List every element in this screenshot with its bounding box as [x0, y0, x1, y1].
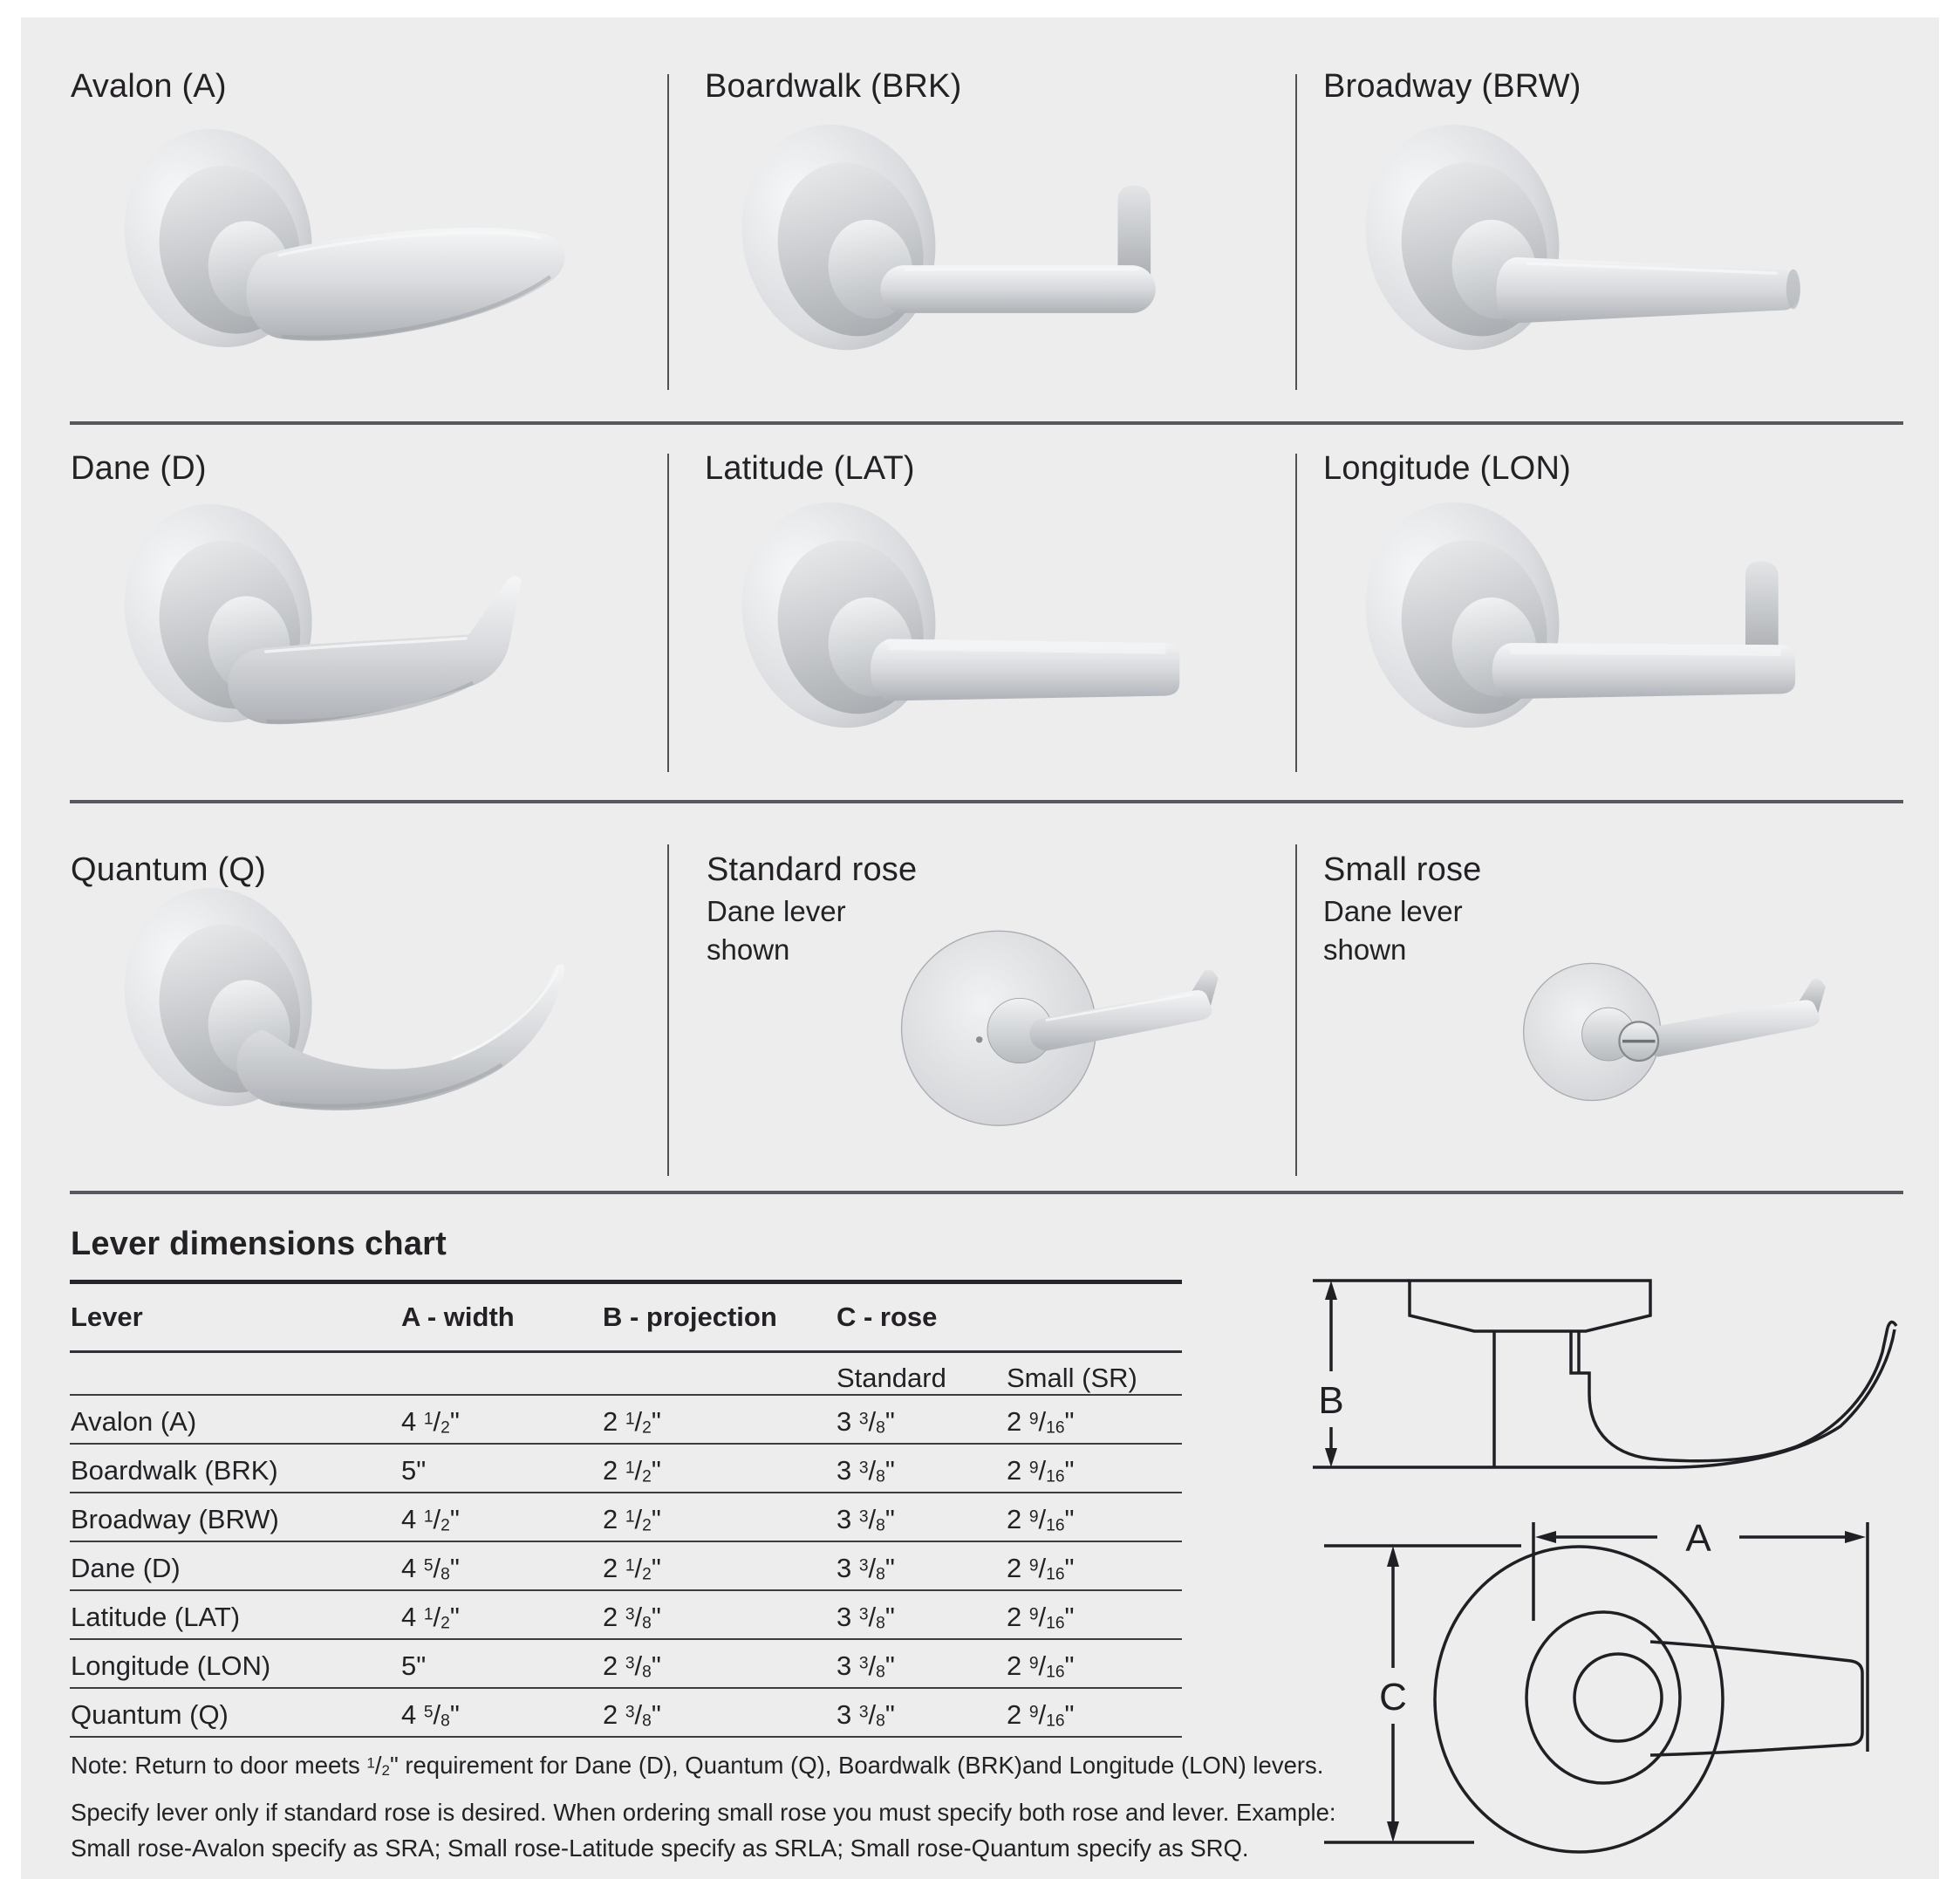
cell-title-broadway: Broadway (BRW): [1323, 68, 1581, 105]
width-rose-diagram: [1324, 1517, 1868, 1852]
table-cell: 2 $^1/_2$": [603, 1504, 661, 1535]
table-cell: 2 $^9/_{16}$": [1007, 1504, 1075, 1535]
projection-diagram: [1313, 1281, 1896, 1467]
column-divider: [1295, 454, 1297, 772]
latitude-lever-image: [689, 475, 1247, 775]
small-rose-image: [1448, 907, 1884, 1141]
table-cell: 2 $^1/_2$": [603, 1406, 661, 1438]
table-row-lever: Latitude (LAT): [71, 1602, 241, 1632]
dimension-diagrams: [1308, 1247, 1960, 1879]
table-cell: 4 $^5/_8$": [401, 1699, 460, 1731]
table-cell: 2 $^3/_8$": [603, 1699, 661, 1731]
footnote-line: Specify lever only if standard rose is desired. When ordering small rose you must specify both rose and lever. Example:: [71, 1799, 1336, 1826]
cell-subtitle: shown: [707, 933, 790, 966]
table-cell: 2 $^3/_8$": [603, 1650, 661, 1682]
table-cell: 4 $^1/_2$": [401, 1602, 460, 1633]
table-rule: [70, 1350, 1182, 1353]
table-cell: 5": [401, 1650, 427, 1681]
cell-subtitle: Dane lever: [707, 895, 846, 927]
cell-subtitle: Dane lever: [1323, 895, 1463, 927]
table-cell: 3 $^3/_8$": [837, 1504, 895, 1535]
row-separator: [70, 421, 1903, 425]
longitude-lever-image: [1313, 475, 1871, 775]
avalon-lever-image: [73, 103, 614, 393]
cell-title-boardwalk: Boardwalk (BRK): [705, 68, 962, 105]
table-row-lever: Dane (D): [71, 1553, 181, 1583]
table-cell: 4 $^1/_2$": [401, 1504, 460, 1535]
table-row-lever: Longitude (LON): [71, 1650, 271, 1681]
cell-title-quantum: Quantum (Q): [71, 851, 266, 888]
quantum-lever-image: [73, 862, 614, 1151]
dims-chart-title: Lever dimensions chart: [71, 1226, 447, 1262]
table-bottom-rule: [70, 1736, 1182, 1738]
dim-a-label: A: [1685, 1517, 1711, 1560]
cell-subtitle: shown: [1323, 933, 1407, 966]
row-separator: [70, 800, 1903, 803]
column-divider: [1295, 74, 1297, 390]
table-rule: [70, 1492, 1182, 1493]
column-divider: [667, 74, 669, 390]
col-header-c-rose: C - rose: [837, 1302, 938, 1332]
table-rule: [70, 1687, 1182, 1689]
column-divider: [667, 454, 669, 772]
row-separator: [70, 1191, 1903, 1194]
column-divider: [1295, 844, 1297, 1176]
cell-title-latitude: Latitude (LAT): [705, 450, 915, 487]
cell-title-standard-rose: Standard rose: [707, 851, 918, 888]
table-cell: 2 $^9/_{16}$": [1007, 1699, 1075, 1731]
table-cell: 2 $^3/_8$": [603, 1602, 661, 1633]
table-row-lever: Avalon (A): [71, 1406, 197, 1437]
cell-title-longitude: Longitude (LON): [1323, 450, 1571, 487]
column-divider: [667, 844, 669, 1176]
table-row-lever: Boardwalk (BRK): [71, 1455, 278, 1486]
table-cell: 2 $^9/_{16}$": [1007, 1406, 1075, 1438]
table-cell: 4 $^1/_2$": [401, 1406, 460, 1438]
dim-c-label: C: [1379, 1676, 1407, 1718]
table-top-border: [70, 1280, 1182, 1284]
col-header-b-projection: B - projection: [603, 1302, 777, 1332]
table-cell: 2 $^9/_{16}$": [1007, 1602, 1075, 1633]
table-rule: [70, 1589, 1182, 1591]
cell-title-avalon: Avalon (A): [71, 68, 227, 105]
footnote-line: Small rose-Avalon specify as SRA; Small rose-Latitude specify as SRLA; Small rose-Quantum specify as SRQ.: [71, 1835, 1249, 1862]
table-cell: 3 $^3/_8$": [837, 1602, 895, 1633]
standard-rose-image: [829, 899, 1282, 1142]
table-rule: [70, 1541, 1182, 1542]
cell-title-dane: Dane (D): [71, 450, 207, 487]
dim-b-label: B: [1318, 1379, 1344, 1422]
table-cell: 2 $^9/_{16}$": [1007, 1455, 1075, 1486]
cell-title-small-rose: Small rose: [1323, 851, 1482, 888]
table-cell: 3 $^3/_8$": [837, 1553, 895, 1584]
table-cell: 3 $^3/_8$": [837, 1455, 895, 1486]
subheader-standard: Standard: [837, 1363, 946, 1393]
boardwalk-lever-image: [689, 98, 1247, 397]
table-cell: 4 $^5/_8$": [401, 1553, 460, 1584]
table-rule: [70, 1443, 1182, 1445]
col-header-a-width: A - width: [401, 1302, 515, 1332]
table-cell: 2 $^9/_{16}$": [1007, 1553, 1075, 1584]
table-cell: 5": [401, 1455, 427, 1486]
table-note: Note: Return to door meets $^1/_2$" requirement for Dane (D), Quantum (Q), Boardwalk (BRK)and Longitude (LON) levers.: [71, 1752, 1324, 1780]
subheader-small-sr: Small (SR): [1007, 1363, 1137, 1393]
table-rule: [70, 1394, 1182, 1396]
table-row-lever: Quantum (Q): [71, 1699, 229, 1730]
col-header-lever: Lever: [71, 1302, 143, 1332]
table-cell: 2 $^1/_2$": [603, 1553, 661, 1584]
table-cell: 2 $^1/_2$": [603, 1455, 661, 1486]
table-cell: 3 $^3/_8$": [837, 1699, 895, 1731]
table-rule: [70, 1638, 1182, 1640]
broadway-lever-image: [1313, 98, 1871, 397]
dane-lever-image: [73, 478, 614, 768]
table-cell: 3 $^3/_8$": [837, 1650, 895, 1682]
table-cell: 3 $^3/_8$": [837, 1406, 895, 1438]
table-row-lever: Broadway (BRW): [71, 1504, 279, 1534]
table-cell: 2 $^9/_{16}$": [1007, 1650, 1075, 1682]
